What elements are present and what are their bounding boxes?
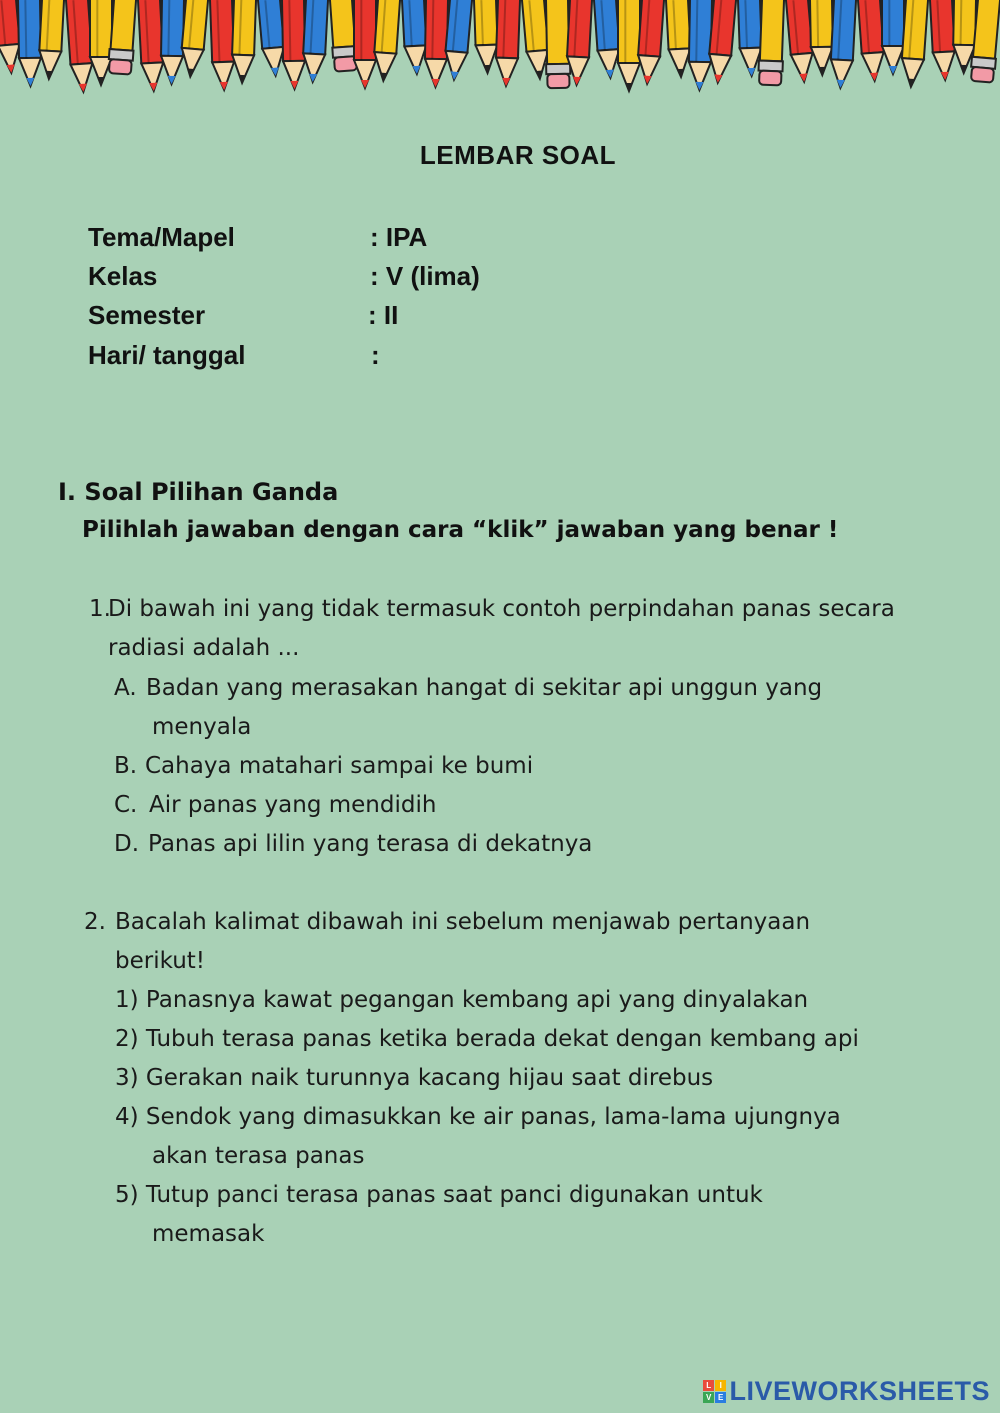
pencil	[688, 0, 712, 90]
info-label: Tema/Mapel	[88, 222, 235, 252]
option-text: Cahaya matahari sampai ke bumi	[145, 753, 534, 779]
question-text: berikut!	[115, 948, 206, 974]
pencil	[161, 0, 185, 84]
pencil	[758, 0, 785, 85]
info-value: :	[371, 340, 380, 370]
pencil	[882, 0, 904, 74]
info-label: Semester	[88, 300, 206, 330]
pencil	[302, 0, 329, 82]
pencil	[618, 0, 640, 91]
pencil	[474, 0, 499, 73]
statement-item: 2) Tubuh terasa panas ketika berada dekat dengan kembang api	[115, 1026, 859, 1052]
instruction-text: Pilihlah jawaban dengan cara “klik” jawaban yang benar !	[82, 517, 839, 543]
pencil	[354, 0, 376, 88]
pencil	[666, 0, 692, 77]
liveworksheets-brand	[703, 1376, 990, 1407]
option-text: Panas api lilin yang terasa di dekatnya	[148, 831, 593, 857]
statement-item: 3) Gerakan naik turunnya kacang hijau saat direbus	[115, 1065, 714, 1091]
pencil	[829, 0, 856, 88]
option-letter: C.	[114, 792, 138, 818]
statement-item: akan terasa panas	[152, 1143, 365, 1169]
option-letter: A.	[114, 675, 137, 701]
info-label: Hari/ tanggal	[88, 340, 246, 370]
option-letter: B.	[114, 753, 138, 779]
pencil	[402, 0, 428, 74]
liveworksheets-logo	[703, 1380, 726, 1403]
pencil	[210, 0, 235, 90]
section-heading: I. Soal Pilihan Ganda	[58, 478, 339, 506]
question-number: 1.	[89, 596, 111, 622]
option-letter: D.	[114, 831, 140, 857]
info-value: : V (lima)	[370, 261, 480, 291]
info-label: Kelas	[88, 261, 158, 291]
option-text: Air panas yang mendidih	[149, 792, 437, 818]
statement-item: memasak	[152, 1221, 265, 1247]
option-text: Badan yang merasakan hangat di sekitar api unggun yang	[146, 675, 823, 701]
info-value: : IPA	[370, 222, 428, 252]
logo-letter: V	[703, 1392, 714, 1403]
pencil	[18, 0, 42, 86]
statement-item: 1) Panasnya kawat pegangan kembang api yang dinyalakan	[115, 987, 809, 1013]
pencil	[930, 0, 956, 80]
statement-item: 4) Sendok yang dimasukkan ke air panas, lama-lama ujungnya	[115, 1104, 841, 1130]
pencil	[495, 0, 520, 86]
question-text: Di bawah ini yang tidak termasuk contoh perpindahan panas secara	[108, 596, 895, 622]
pencil	[900, 0, 928, 88]
question-number: 2.	[84, 909, 106, 935]
page-title: LEMBAR SOAL	[419, 140, 617, 170]
logo-letter: I	[715, 1380, 726, 1391]
logo-letter: E	[715, 1392, 726, 1403]
pencil	[108, 0, 137, 75]
question-text: radiasi adalah ...	[108, 635, 300, 661]
pencil	[372, 0, 400, 82]
pencil	[636, 0, 664, 85]
pencil	[810, 0, 833, 75]
pencil	[90, 0, 112, 85]
brand-name: LIVEWORKSHEETS	[729, 1376, 990, 1406]
pencil-border	[0, 0, 1000, 100]
option-text: menyala	[152, 714, 252, 740]
logo-letter: L	[703, 1380, 714, 1391]
pencil	[424, 0, 448, 87]
pencil	[231, 0, 256, 83]
info-value: : II	[368, 300, 399, 330]
statement-item: 5) Tutup panci terasa panas saat panci digunakan untuk	[115, 1182, 763, 1208]
pencil	[282, 0, 306, 89]
question-text: Bacalah kalimat dibawah ini sebelum menjawab pertanyaan	[115, 909, 811, 935]
pencil	[38, 0, 64, 79]
